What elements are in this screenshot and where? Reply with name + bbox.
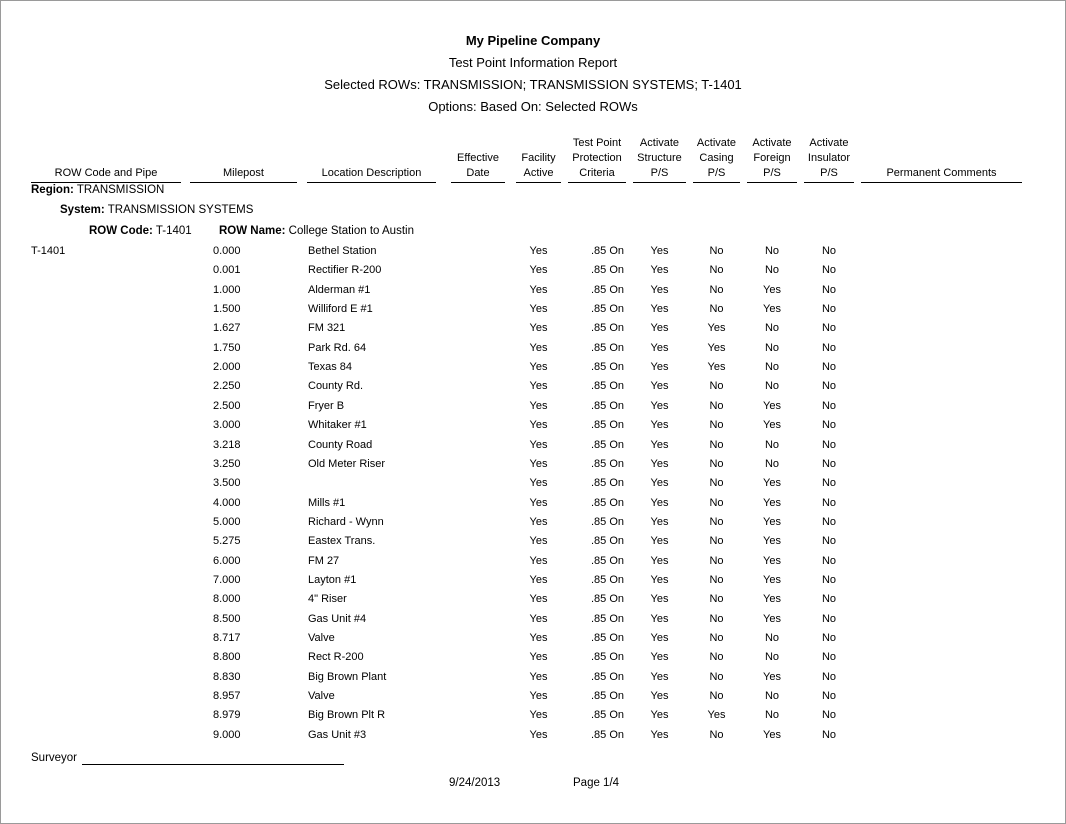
surveyor-signature-line bbox=[82, 764, 344, 765]
cell-facility: Yes bbox=[529, 264, 548, 276]
cell-insulator: No bbox=[821, 690, 837, 702]
cell-milepost: 8.500 bbox=[213, 613, 241, 625]
cell-insulator: No bbox=[821, 671, 837, 683]
cell-foreign: No bbox=[764, 709, 780, 721]
row-code-label: ROW Code: bbox=[89, 225, 153, 237]
cell-milepost: 8.000 bbox=[213, 593, 241, 605]
col-header-activate-structure bbox=[633, 135, 686, 183]
cell-criteria: .85 On bbox=[590, 690, 624, 702]
cell-casing: No bbox=[709, 632, 724, 644]
cell-location: Rectifier R-200 bbox=[308, 264, 382, 276]
col-header-activate-foreign-line: Foreign bbox=[753, 152, 791, 164]
cell-facility: Yes bbox=[529, 613, 548, 625]
cell-insulator: No bbox=[821, 555, 837, 567]
cell-facility: Yes bbox=[529, 439, 548, 451]
cell-location: Valve bbox=[308, 632, 335, 644]
cell-foreign: Yes bbox=[763, 671, 781, 683]
col-header-activate-insulator-line: P/S bbox=[820, 167, 838, 179]
cell-structure: Yes bbox=[650, 690, 669, 702]
report-title: Test Point Information Report bbox=[448, 55, 618, 70]
cell-criteria: .85 On bbox=[590, 400, 624, 412]
cell-location: Big Brown Plt R bbox=[308, 709, 386, 721]
col-header-activate-casing bbox=[693, 135, 740, 183]
cell-milepost: 1.627 bbox=[213, 322, 241, 334]
cell-structure: Yes bbox=[650, 632, 669, 644]
cell-foreign: Yes bbox=[763, 497, 781, 509]
cell-foreign: No bbox=[764, 651, 780, 663]
col-header-effective-date-line: Date bbox=[466, 167, 490, 179]
col-header-effective-date-line: Effective bbox=[457, 152, 499, 164]
cell-foreign: Yes bbox=[763, 516, 781, 528]
cell-facility: Yes bbox=[529, 690, 548, 702]
cell-casing: No bbox=[709, 264, 724, 276]
cell-location: Mills #1 bbox=[308, 497, 346, 509]
cell-structure: Yes bbox=[650, 497, 669, 509]
cell-structure: Yes bbox=[650, 264, 669, 276]
cell-structure: Yes bbox=[650, 613, 669, 625]
cell-facility: Yes bbox=[529, 380, 548, 392]
cell-casing: Yes bbox=[707, 322, 726, 334]
cell-facility: Yes bbox=[529, 303, 548, 315]
cell-casing: No bbox=[709, 593, 724, 605]
cell-location: Rect R-200 bbox=[308, 651, 364, 663]
col-header-activate-insulator-line: Activate bbox=[809, 137, 849, 149]
col-header-row-code-line: ROW Code and Pipe bbox=[54, 167, 158, 179]
row-name-label: ROW Name: bbox=[219, 225, 286, 237]
cell-milepost: 3.218 bbox=[213, 439, 241, 451]
cell-milepost: 7.000 bbox=[213, 574, 241, 586]
cell-location: Williford E #1 bbox=[308, 303, 373, 315]
col-header-facility-active-line: Active bbox=[523, 167, 554, 179]
cell-milepost: 9.000 bbox=[213, 729, 241, 741]
cell-facility: Yes bbox=[529, 400, 548, 412]
cell-foreign: Yes bbox=[763, 729, 781, 741]
cell-location: FM 321 bbox=[308, 322, 346, 334]
cell-foreign: No bbox=[764, 632, 780, 644]
cell-structure: Yes bbox=[650, 574, 669, 586]
col-header-location bbox=[307, 135, 436, 183]
cell-criteria: .85 On bbox=[590, 651, 624, 663]
cell-milepost: 5.000 bbox=[213, 516, 241, 528]
cell-location: Park Rd. 64 bbox=[308, 342, 367, 354]
cell-criteria: .85 On bbox=[590, 632, 624, 644]
cell-criteria: .85 On bbox=[590, 535, 624, 547]
cell-structure: Yes bbox=[650, 303, 669, 315]
cell-insulator: No bbox=[821, 342, 837, 354]
cell-facility: Yes bbox=[529, 729, 548, 741]
cell-facility: Yes bbox=[529, 516, 548, 528]
col-header-facility-active-line: Facility bbox=[521, 152, 556, 164]
cell-structure: Yes bbox=[650, 729, 669, 741]
cell-structure: Yes bbox=[650, 516, 669, 528]
cell-facility: Yes bbox=[529, 342, 548, 354]
cell-milepost: 8.830 bbox=[213, 671, 241, 683]
cell-insulator: No bbox=[821, 400, 837, 412]
cell-insulator: No bbox=[821, 516, 837, 528]
col-header-activate-insulator bbox=[804, 135, 854, 183]
cell-casing: No bbox=[709, 419, 724, 431]
cell-foreign: Yes bbox=[763, 284, 781, 296]
cell-structure: Yes bbox=[650, 361, 669, 373]
cell-facility: Yes bbox=[529, 497, 548, 509]
cell-facility: Yes bbox=[529, 458, 548, 470]
cell-structure: Yes bbox=[650, 477, 669, 489]
cell-foreign: No bbox=[764, 264, 780, 276]
cell-location: Whitaker #1 bbox=[308, 419, 367, 431]
cell-facility: Yes bbox=[529, 593, 548, 605]
col-header-protection-criteria-line: Test Point bbox=[572, 137, 622, 149]
cell-milepost: 8.979 bbox=[213, 709, 241, 721]
cell-facility: Yes bbox=[529, 671, 548, 683]
cell-insulator: No bbox=[821, 322, 837, 334]
cell-casing: No bbox=[709, 477, 724, 489]
cell-facility: Yes bbox=[529, 322, 548, 334]
cell-foreign: Yes bbox=[763, 419, 781, 431]
cell-facility: Yes bbox=[529, 574, 548, 586]
report-date: 9/24/2013 bbox=[449, 777, 501, 789]
cell-insulator: No bbox=[821, 632, 837, 644]
cell-facility: Yes bbox=[529, 651, 548, 663]
cell-location: Gas Unit #4 bbox=[308, 613, 367, 625]
cell-facility: Yes bbox=[529, 477, 548, 489]
surveyor-label: Surveyor bbox=[31, 752, 78, 764]
cell-foreign: Yes bbox=[763, 477, 781, 489]
col-header-activate-structure-line: P/S bbox=[650, 167, 669, 179]
cell-foreign: No bbox=[764, 342, 780, 354]
cell-casing: No bbox=[709, 574, 724, 586]
cell-criteria: .85 On bbox=[590, 380, 624, 392]
cell-foreign: Yes bbox=[763, 400, 781, 412]
cell-insulator: No bbox=[821, 284, 837, 296]
cell-structure: Yes bbox=[650, 651, 669, 663]
cell-casing: No bbox=[709, 400, 724, 412]
cell-structure: Yes bbox=[650, 555, 669, 567]
cell-location: Eastex Trans. bbox=[308, 535, 376, 547]
cell-milepost: 8.957 bbox=[213, 690, 241, 702]
row-name-header bbox=[219, 225, 414, 237]
col-header-permanent-comments bbox=[861, 135, 1022, 183]
col-header-milepost bbox=[190, 135, 297, 183]
col-header-permanent-comments-line: Permanent Comments bbox=[886, 167, 997, 179]
cell-structure: Yes bbox=[650, 342, 669, 354]
cell-milepost: 1.500 bbox=[213, 303, 241, 315]
cell-casing: No bbox=[709, 516, 724, 528]
col-header-activate-structure-line: Activate bbox=[639, 137, 680, 149]
cell-insulator: No bbox=[821, 380, 837, 392]
cell-location: Big Brown Plant bbox=[308, 671, 387, 683]
cell-insulator: No bbox=[821, 361, 837, 373]
col-header-facility-active bbox=[516, 135, 561, 183]
cell-location: Texas 84 bbox=[308, 361, 353, 373]
col-header-activate-foreign bbox=[747, 135, 797, 183]
cell-casing: No bbox=[709, 284, 724, 296]
row-code-header bbox=[89, 225, 192, 237]
cell-structure: Yes bbox=[650, 709, 669, 721]
cell-location: Valve bbox=[308, 690, 335, 702]
cell-foreign: No bbox=[764, 245, 780, 257]
cell-casing: No bbox=[709, 439, 724, 451]
cell-criteria: .85 On bbox=[590, 729, 624, 741]
cell-milepost: 4.000 bbox=[213, 497, 241, 509]
cell-casing: No bbox=[709, 671, 724, 683]
page-number: Page 1/4 bbox=[573, 777, 620, 789]
cell-facility: Yes bbox=[529, 555, 548, 567]
system-header bbox=[60, 204, 253, 216]
cell-structure: Yes bbox=[650, 284, 669, 296]
cell-milepost: 3.000 bbox=[213, 419, 241, 431]
cell-structure: Yes bbox=[650, 245, 669, 257]
cell-structure: Yes bbox=[650, 419, 669, 431]
cell-foreign: Yes bbox=[763, 574, 781, 586]
row-name-value: College Station to Austin bbox=[288, 225, 414, 237]
col-header-activate-foreign-line: P/S bbox=[763, 167, 781, 179]
cell-criteria: .85 On bbox=[590, 555, 624, 567]
cell-criteria: .85 On bbox=[590, 322, 624, 334]
cell-structure: Yes bbox=[650, 380, 669, 392]
cell-structure: Yes bbox=[650, 535, 669, 547]
cell-milepost: 6.000 bbox=[213, 555, 241, 567]
cell-facility: Yes bbox=[529, 361, 548, 373]
cell-casing: No bbox=[709, 690, 724, 702]
cell-milepost: 3.500 bbox=[213, 477, 241, 489]
cell-facility: Yes bbox=[529, 284, 548, 296]
cell-criteria: .85 On bbox=[590, 245, 624, 257]
cell-structure: Yes bbox=[650, 400, 669, 412]
cell-location: Layton #1 bbox=[308, 574, 357, 586]
cell-criteria: .85 On bbox=[590, 419, 624, 431]
cell-casing: No bbox=[709, 380, 724, 392]
cell-milepost: 1.000 bbox=[213, 284, 241, 296]
cell-insulator: No bbox=[821, 574, 837, 586]
cell-criteria: .85 On bbox=[590, 303, 624, 315]
cell-casing: No bbox=[709, 651, 724, 663]
col-header-activate-casing-line: Activate bbox=[696, 137, 737, 149]
cell-insulator: No bbox=[821, 651, 837, 663]
cell-criteria: .85 On bbox=[590, 613, 624, 625]
cell-criteria: .85 On bbox=[590, 709, 624, 721]
cell-criteria: .85 On bbox=[590, 458, 624, 470]
cell-foreign: No bbox=[764, 439, 780, 451]
cell-structure: Yes bbox=[650, 593, 669, 605]
cell-milepost: 0.001 bbox=[213, 264, 241, 276]
col-header-activate-structure-line: Structure bbox=[637, 152, 682, 164]
region-label: Region: bbox=[31, 184, 74, 196]
region-value: TRANSMISSION bbox=[76, 184, 165, 196]
cell-casing: Yes bbox=[707, 342, 726, 354]
cell-foreign: Yes bbox=[763, 613, 781, 625]
cell-milepost: 2.250 bbox=[213, 380, 241, 392]
cell-casing: No bbox=[709, 613, 724, 625]
selected-rows: Selected ROWs: TRANSMISSION; TRANSMISSION SYSTEMS; T-1401 bbox=[324, 77, 742, 92]
cell-structure: Yes bbox=[650, 439, 669, 451]
cell-structure: Yes bbox=[650, 322, 669, 334]
cell-insulator: No bbox=[821, 245, 837, 257]
cell-milepost: 5.275 bbox=[213, 535, 241, 547]
cell-criteria: .85 On bbox=[590, 516, 624, 528]
col-header-protection-criteria-line: Criteria bbox=[579, 167, 615, 179]
col-header-location-line: Location Description bbox=[321, 167, 422, 179]
col-header-activate-casing-line: Casing bbox=[699, 152, 734, 164]
cell-casing: No bbox=[709, 535, 724, 547]
cell-milepost: 2.000 bbox=[213, 361, 241, 373]
system-label: System: bbox=[60, 204, 105, 216]
col-header-activate-foreign-line: Activate bbox=[752, 137, 792, 149]
cell-foreign: No bbox=[764, 690, 780, 702]
cell-milepost: 3.250 bbox=[213, 458, 241, 470]
cell-milepost: 1.750 bbox=[213, 342, 241, 354]
cell-insulator: No bbox=[821, 439, 837, 451]
cell-foreign: Yes bbox=[763, 555, 781, 567]
cell-insulator: No bbox=[821, 264, 837, 276]
cell-milepost: 8.800 bbox=[213, 651, 241, 663]
cell-facility: Yes bbox=[529, 535, 548, 547]
cell-facility: Yes bbox=[529, 709, 548, 721]
company-name: My Pipeline Company bbox=[465, 33, 601, 48]
cell-criteria: .85 On bbox=[590, 439, 624, 451]
cell-insulator: No bbox=[821, 593, 837, 605]
cell-casing: No bbox=[709, 458, 724, 470]
cell-criteria: .85 On bbox=[590, 284, 624, 296]
cell-location: Fryer B bbox=[308, 400, 345, 412]
col-header-row-code bbox=[31, 135, 181, 183]
cell-insulator: No bbox=[821, 535, 837, 547]
cell-location: 4" Riser bbox=[308, 593, 347, 605]
cell-facility: Yes bbox=[529, 632, 548, 644]
cell-facility: Yes bbox=[529, 419, 548, 431]
col-header-protection-criteria-line: Protection bbox=[572, 152, 622, 164]
cell-insulator: No bbox=[821, 709, 837, 721]
cell-criteria: .85 On bbox=[590, 671, 624, 683]
cell-structure: Yes bbox=[650, 458, 669, 470]
col-header-activate-insulator-line: Insulator bbox=[807, 152, 851, 164]
col-header-milepost-line: Milepost bbox=[223, 167, 264, 179]
region-header bbox=[31, 184, 164, 196]
cell-criteria: .85 On bbox=[590, 264, 624, 276]
cell-insulator: No bbox=[821, 613, 837, 625]
cell-facility: Yes bbox=[529, 245, 548, 257]
cell-criteria: .85 On bbox=[590, 593, 624, 605]
cell-casing: Yes bbox=[707, 709, 726, 721]
cell-location: County Rd. bbox=[308, 380, 364, 392]
cell-foreign: No bbox=[764, 361, 780, 373]
cell-casing: No bbox=[709, 555, 724, 567]
cell-location: Richard - Wynn bbox=[308, 516, 384, 528]
cell-insulator: No bbox=[821, 419, 837, 431]
col-header-activate-casing-line: P/S bbox=[707, 167, 726, 179]
cell-milepost: 0.000 bbox=[213, 245, 241, 257]
row-code-value: T-1401 bbox=[155, 225, 192, 237]
cell-casing: No bbox=[709, 497, 724, 509]
cell-insulator: No bbox=[821, 458, 837, 470]
cell-casing: Yes bbox=[707, 361, 726, 373]
system-value: TRANSMISSION SYSTEMS bbox=[107, 204, 254, 216]
cell-criteria: .85 On bbox=[590, 361, 624, 373]
cell-criteria: .85 On bbox=[590, 574, 624, 586]
cell-casing: No bbox=[709, 729, 724, 741]
cell-foreign: Yes bbox=[763, 303, 781, 315]
cell-location: Gas Unit #3 bbox=[308, 729, 367, 741]
cell-foreign: No bbox=[764, 322, 780, 334]
cell-foreign: Yes bbox=[763, 535, 781, 547]
cell-location: Old Meter Riser bbox=[308, 458, 386, 470]
cell-criteria: .85 On bbox=[590, 497, 624, 509]
cell-criteria: .85 On bbox=[590, 477, 624, 489]
cell-insulator: No bbox=[821, 477, 837, 489]
cell-milepost: 2.500 bbox=[213, 400, 241, 412]
cell-structure: Yes bbox=[650, 671, 669, 683]
cell-casing: No bbox=[709, 245, 724, 257]
cell-casing: No bbox=[709, 303, 724, 315]
cell-foreign: No bbox=[764, 380, 780, 392]
cell-insulator: No bbox=[821, 497, 837, 509]
cell-location: FM 27 bbox=[308, 555, 340, 567]
cell-foreign: Yes bbox=[763, 593, 781, 605]
cell-insulator: No bbox=[821, 729, 837, 741]
cell-criteria: .85 On bbox=[590, 342, 624, 354]
cell-milepost: 8.717 bbox=[213, 632, 241, 644]
col-header-effective-date bbox=[451, 135, 505, 183]
cell-location: Bethel Station bbox=[308, 245, 377, 257]
cell-insulator: No bbox=[821, 303, 837, 315]
col-header-protection-criteria bbox=[568, 135, 626, 183]
cell-location: County Road bbox=[308, 439, 373, 451]
report-options: Options: Based On: Selected ROWs bbox=[428, 99, 638, 114]
pipe-code: T-1401 bbox=[31, 245, 66, 257]
cell-foreign: No bbox=[764, 458, 780, 470]
cell-location: Alderman #1 bbox=[308, 284, 371, 296]
